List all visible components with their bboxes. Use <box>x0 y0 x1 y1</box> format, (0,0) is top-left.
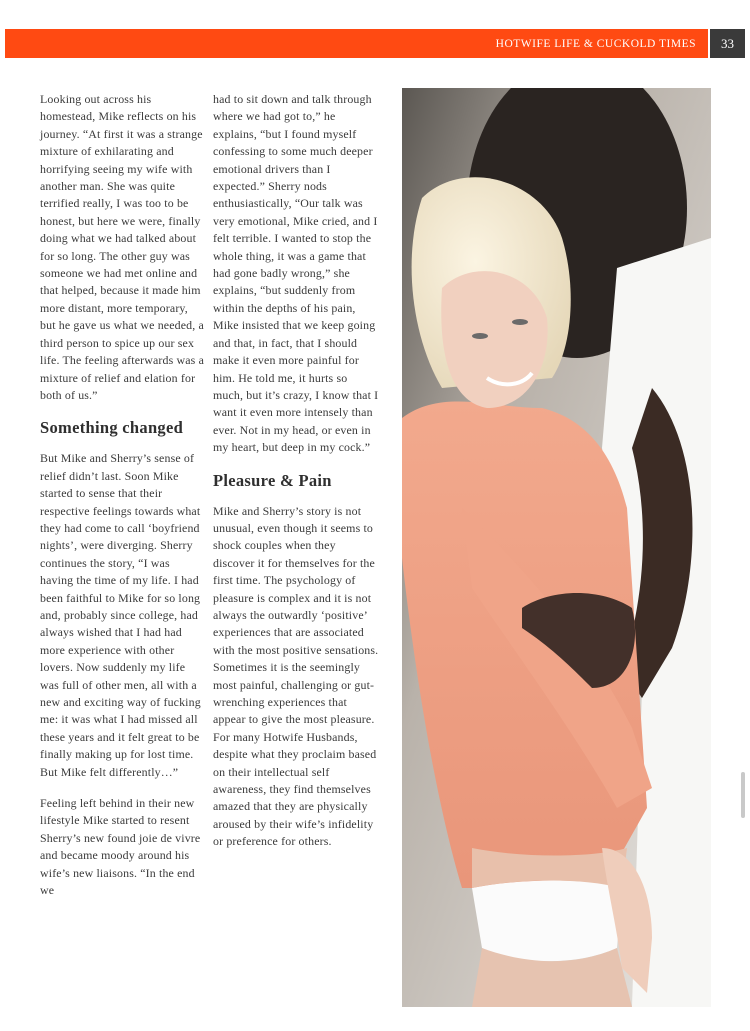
article-column-left <box>40 91 204 899</box>
magazine-title: HOTWIFE LIFE & CUCKOLD TIMES <box>495 38 696 50</box>
paragraph: Feeling left behind in their new lifestyle Mike started to resent Sherry’s new found joie de vivre and became moody around his wife’s new liaisons. “In the end we <box>40 796 201 898</box>
paragraph: Mike and Sherry’s story is not unusual, even though it seems to shock couples when they discover it for themselves for the first time. The psychology of pleasure is complex and it is not always the outwardly ‘positive’ experiences that are associated with the most positive sensations. Sometimes it is the seemingly most painful, challenging or gut-wrenching experiences that appear to give the most pleasure. For many Hotwife Husbands, despite what they proclaim based on their intellectual self awareness, they find themselves amazed that they are physically aroused by their wife’s infidelity or preference for others. <box>213 503 379 849</box>
magazine-header-bar <box>5 29 708 58</box>
page-number: 33 <box>710 29 745 58</box>
section-heading: Something changed <box>40 418 184 438</box>
paragraph: Looking out across his homestead, Mike reflects on his journey. “At first it was a strange mixture of exhilarating and horrifying seeing my wife with another man. She was quite terrified really, I was too to be honest, but here we were, finally doing what we had talked about for so long. The other guy was someone we had met online and that helped, because it made him more distant, more temporary, but he gave us what we needed, a third person to spice up our sex life. The feeling afterwards was a mixture of relief and elation for both of us.” <box>40 92 205 402</box>
section-heading: Pleasure & Pain <box>213 470 332 490</box>
article-column-middle <box>213 91 379 851</box>
paragraph: had to sit down and talk through where we had got to,” he explains, “but I found myself confessing to some much deeper emotional drivers than I expected.” Sherry nods enthusiastically, “Our talk was very emotional, Mike cried, and I felt terrible. I wanted to stop the whole thing, it was a game that had gone badly wrong,” she explains, “but suddenly from within the depths of his pain, Mike insisted that we keep going and that, in fact, that I should make it even more painful for him. He told me, it hurts so much, but it’s crazy, I know that I want it even more intensely than ever. Not in my head, or even in my heart, but deep in my cock.” <box>213 92 379 455</box>
paragraph: But Mike and Sherry’s sense of relief didn’t last. Soon Mike started to sense that their respective feelings towards what they had come to call ‘boyfriend nights’, were diverging. Sherry continues the story, “I was having the time of my life. I had been faithful to Mike for so long and, probably since college, had always wished that I had had more experience with other lovers. Now suddenly my life was full of other men, all with a new and exciting way of fucking me: it was what I had missed all these years and it felt great to be finally making up for lost time. But Mike felt differently…” <box>40 451 201 779</box>
scrollbar-thumb[interactable] <box>741 772 745 818</box>
photo-illustration <box>402 88 711 1007</box>
article-photo <box>402 88 711 1007</box>
